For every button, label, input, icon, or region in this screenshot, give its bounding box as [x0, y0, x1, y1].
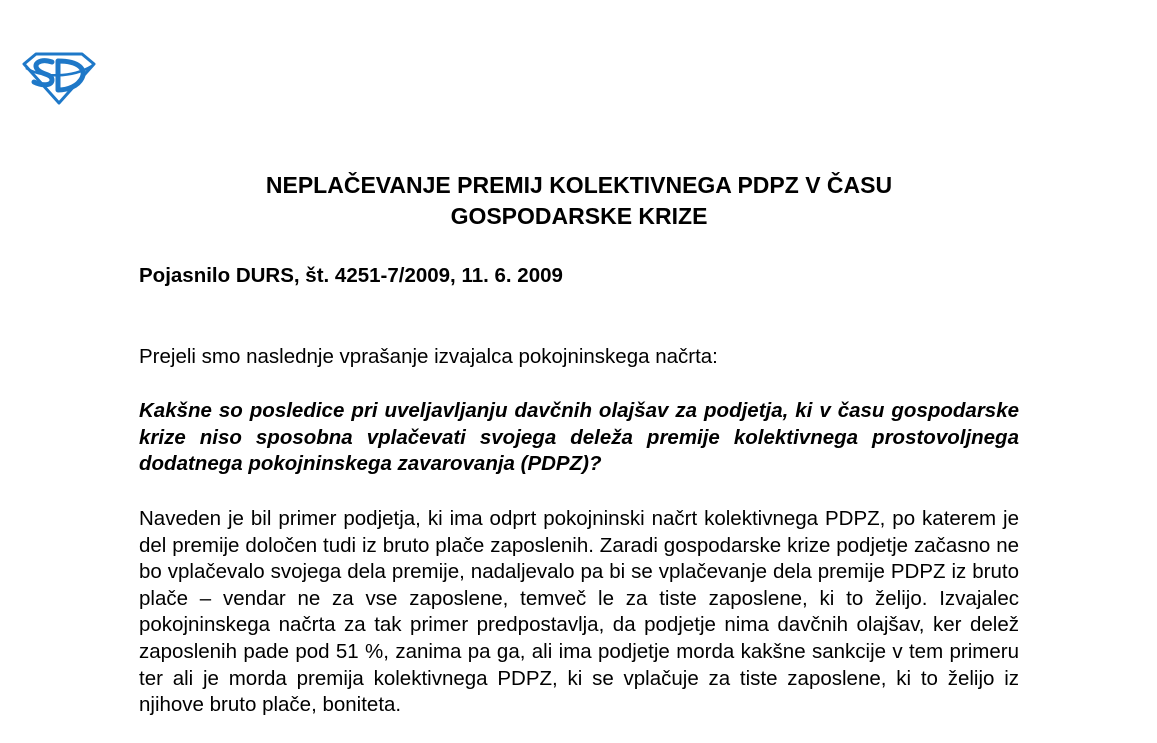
company-logo	[22, 48, 96, 106]
body-paragraph: Naveden je bil primer podjetja, ki ima odprt pokojninski načrt kolektivnega PDPZ, po katerem je del premije določen tudi iz bruto plače zaposlenih. Zaradi gospodarske krize podjetje začasno ne bo vplačevalo svojega dela premije, nadaljevalo pa bi se vplačevanje dela premije PDPZ iz bruto plače – vendar ne za vse zaposlene, temveč le za tiste zaposlene, ki to želijo. Izvajalec pokojninskega načrta za tak primer predpostavlja, da podjetje nima davčnih olajšav, ker delež zaposlenih pade pod 51 %, zanima pa ga, ali ima podjetje morda kakšne sankcije v tem primeru ter ali je morda premija kolektivnega PDPZ, ki se vplačuje za tiste zaposlene, ki to želijo iz njihove bruto plače, boniteta.	[139, 507, 1019, 717]
intro-paragraph: Prejeli smo naslednje vprašanje izvajalca pokojninskega načrta:	[139, 345, 718, 368]
document-reference: Pojasnilo DURS, št. 4251-7/2009, 11. 6. 2009	[139, 264, 563, 287]
document-title-line1: NEPLAČEVANJE PREMIJ KOLEKTIVNEGA PDPZ V ČASU	[265, 172, 893, 198]
document-title-line2: GOSPODARSKE KRIZE	[450, 203, 708, 229]
question-paragraph: Kakšne so posledice pri uveljavljanju davčnih olajšav za podjetja, ki v času gospodarske krize niso sposobna vplačevati svojega deleža premije kolektivnega prostovoljnega dodatnega pokojninskega zavarovanja (PDPZ)?	[139, 399, 1019, 476]
document-title	[139, 170, 1019, 232]
